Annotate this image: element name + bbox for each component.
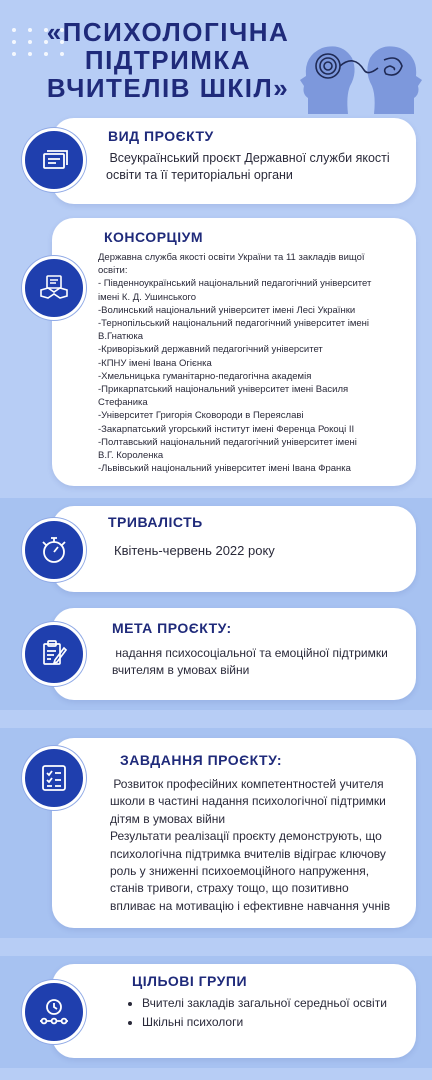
- text-line: впливає на мотивацію і ефективне навчання учнів: [110, 898, 391, 913]
- text-line: роль у зниженні психоемоційного напруження,: [110, 864, 370, 879]
- project-type-heading: ВИД ПРОЄКТУ: [108, 128, 214, 144]
- title-line: ПІДТРИМКА: [84, 45, 252, 75]
- goal-badge: [22, 622, 86, 686]
- target-groups-list: [124, 994, 387, 1032]
- handshake-icon: [38, 272, 70, 304]
- consortium-text: [98, 251, 371, 475]
- text-line: Стефаника: [98, 397, 148, 409]
- tasks-badge: [22, 746, 86, 810]
- text-line: -Львівський національний університет імені Івана Франка: [98, 463, 351, 475]
- goal-text: [112, 645, 388, 679]
- goal-heading: МЕТА ПРОЄКТУ:: [112, 620, 232, 636]
- documents-icon: [38, 144, 70, 176]
- text-line: Розвиток професійних компетентностей учителя: [110, 777, 384, 791]
- text-line: -Полтавський національний педагогічний університет імені: [98, 436, 357, 448]
- text-line: -Тернопільський національний педагогічний університет імені: [98, 318, 370, 330]
- text-line: В.Гнатюка: [98, 331, 144, 343]
- title-line: ВЧИТЕЛІВ ШКІЛ»: [46, 73, 290, 103]
- text-line: -Закарпатський угорський інститут імені Ференца Рокоці ІІ: [98, 423, 355, 435]
- text-line: надання психосоціальної та емоційної підтримки: [112, 646, 388, 660]
- text-line: - Південноукраїнський національний педагогічний університет: [98, 278, 372, 290]
- project-type-badge: [22, 128, 86, 192]
- text-line: дітям в умовах війни: [110, 811, 226, 826]
- text-line: вчителям в умовах війни: [112, 663, 250, 677]
- duration-heading: ТРИВАЛІСТЬ: [108, 514, 203, 530]
- text-line: -Криворізький державний педагогічний університет: [98, 344, 323, 356]
- text-line: -Волинський національний університет імені Лесі Українки: [98, 304, 356, 316]
- target-groups-badge: [22, 980, 86, 1044]
- text-line: Державна служба якості освіти України та 11 закладів вищої: [98, 252, 365, 263]
- text-line: освіти та її територіальні органи: [106, 168, 293, 182]
- text-line: імені К. Д. Ушинського: [98, 291, 197, 303]
- text-line: станів тривоги, страху тощо, що позитивно: [110, 881, 349, 896]
- duration-text: Квітень-червень 2022 року: [114, 543, 275, 558]
- target-groups-heading: ЦІЛЬОВІ ГРУПИ: [132, 973, 248, 989]
- text-line: -Прикарпатський національний університет імені Василя: [98, 384, 349, 396]
- checklist-icon: [38, 762, 70, 794]
- project-type-text: [106, 150, 390, 184]
- two-heads-illustration: [298, 40, 424, 114]
- stopwatch-icon: [38, 534, 70, 566]
- tasks-text: [110, 776, 390, 915]
- duration-badge: [22, 518, 86, 582]
- text-line: В.Г. Короленка: [98, 450, 164, 462]
- text-line: Результати реалізації проєкту демонструють, що: [110, 829, 382, 844]
- clipboard-pen-icon: [38, 638, 70, 670]
- list-item: • Шкільні психологи: [142, 1013, 387, 1032]
- tasks-heading: ЗАВДАННЯ ПРОЄКТУ:: [120, 752, 283, 768]
- text-line: -Університет Григорія Сковороди в Переяславі: [98, 410, 304, 422]
- clock-timeline-icon: [38, 996, 70, 1028]
- consortium-heading: КОНСОРЦІУМ: [104, 229, 204, 245]
- text-line: школи в частині надання психологічної підтримки: [110, 794, 386, 809]
- text-line: -КПНУ імені Івана Огієнка: [98, 357, 212, 369]
- text-line: Всеукраїнський проєкт Державної служби якості: [106, 151, 390, 165]
- text-line: психологічна підтримка вчителів відіграє ключову: [110, 846, 386, 861]
- text-line: -Хмельницька гуманітарно-педагогічна академія: [98, 370, 312, 382]
- text-line: освіти:: [98, 265, 128, 277]
- page-title: [18, 18, 318, 102]
- list-item: • Вчителі закладів загальної середньої освіти: [142, 994, 387, 1013]
- title-line: «ПСИХОЛОГІЧНА: [46, 17, 290, 47]
- consortium-badge: [22, 256, 86, 320]
